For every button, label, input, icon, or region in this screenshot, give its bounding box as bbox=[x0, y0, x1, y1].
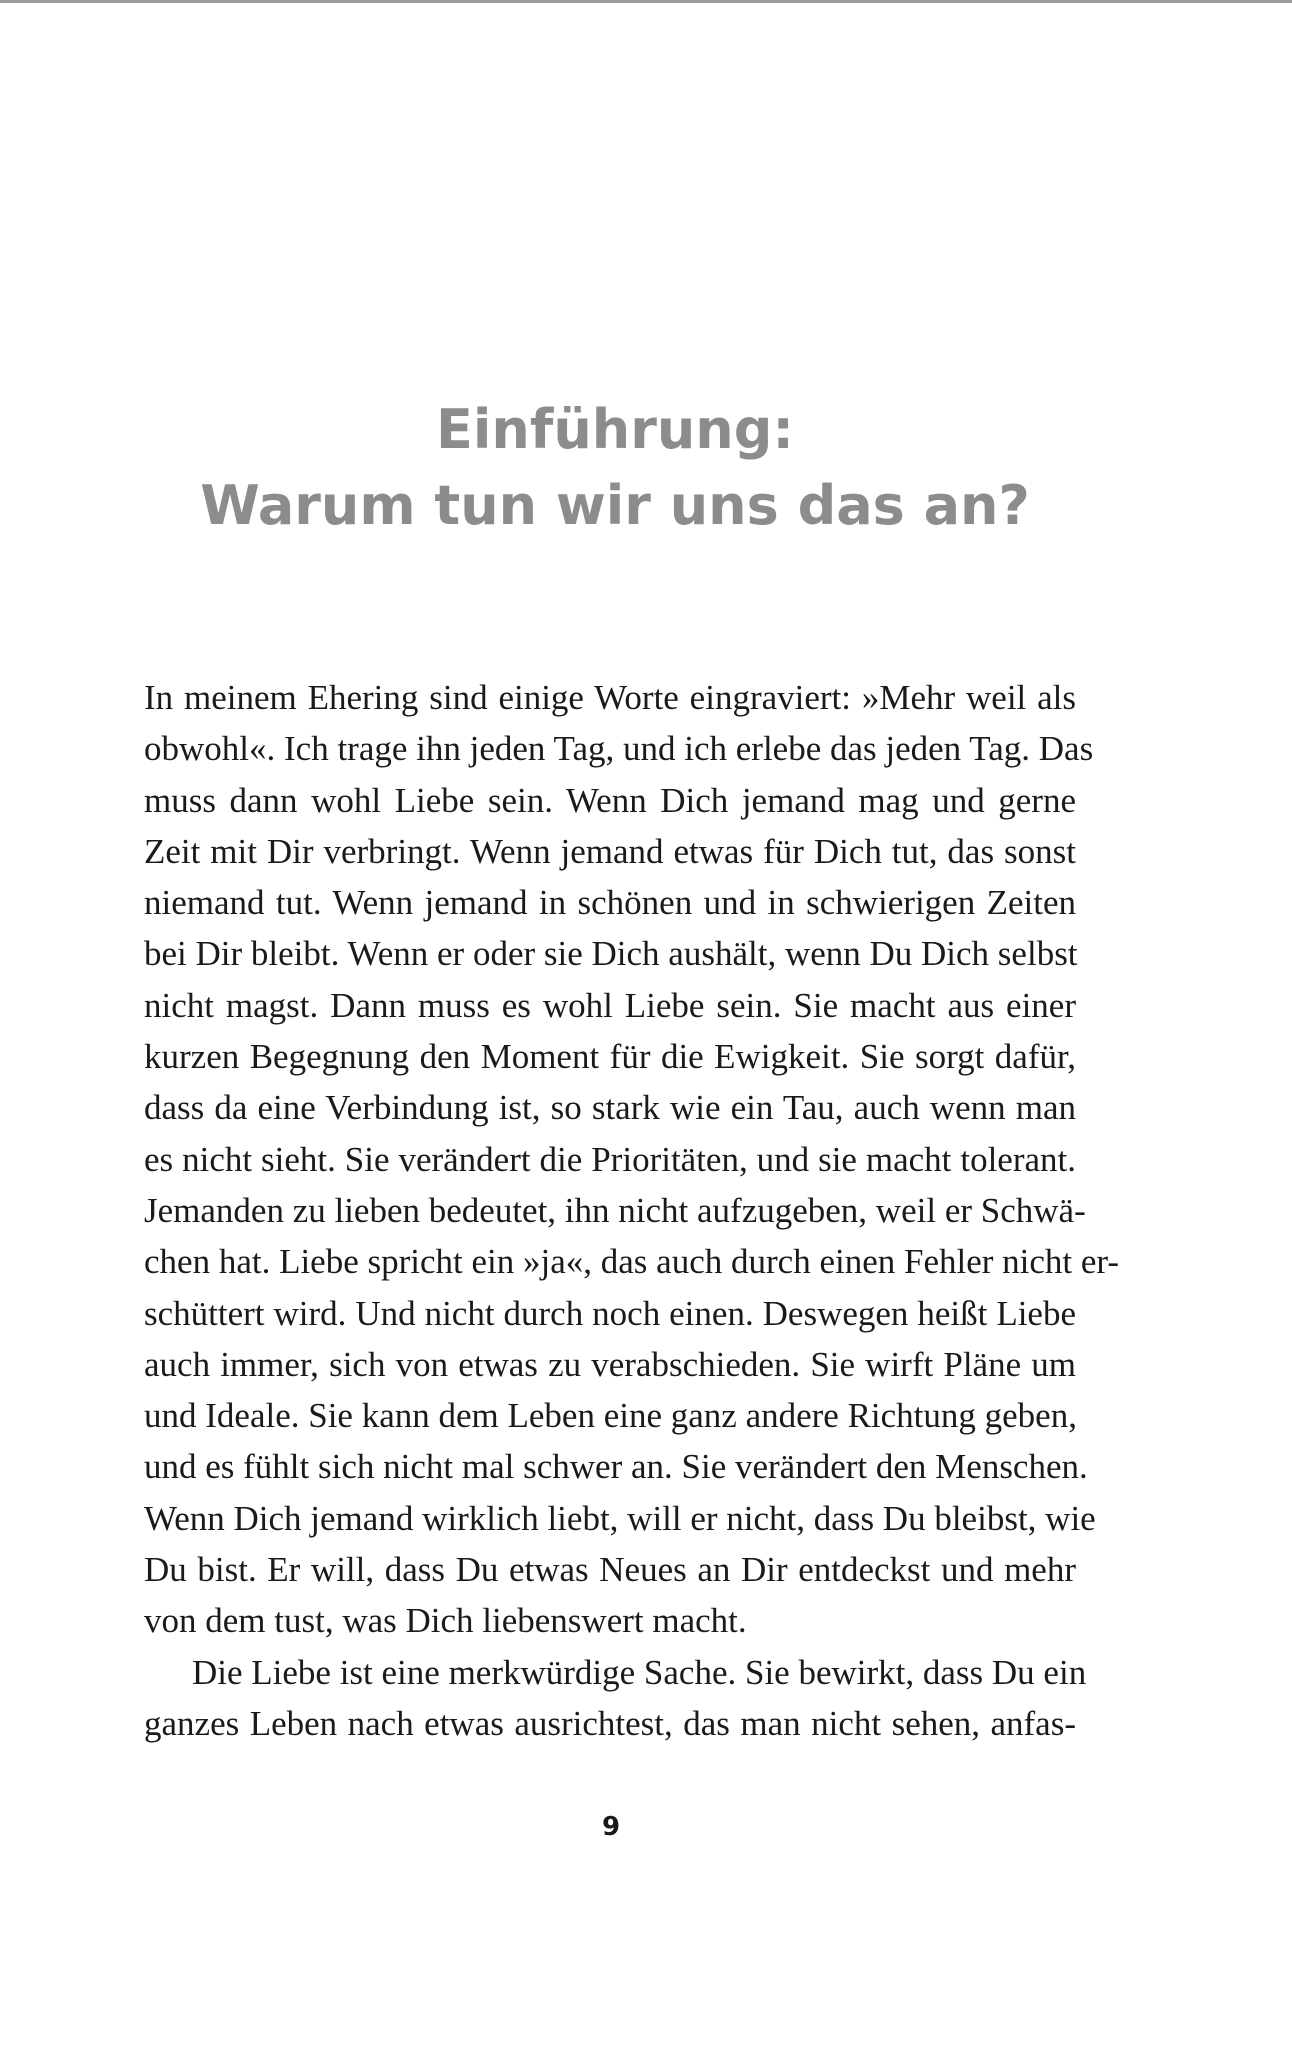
text-line: schüttert wird. Und nicht durch noch einen. Deswegen heißt Liebe bbox=[144, 1293, 1076, 1333]
text-line: dass da eine Verbindung ist, so stark wie ein Tau, auch wenn man bbox=[144, 1088, 1076, 1128]
body-text bbox=[144, 672, 1120, 1749]
top-rule bbox=[0, 0, 1292, 3]
text-line: Die Liebe ist eine merkwürdige Sache. Sie bewirkt, dass Du ein bbox=[192, 1652, 1087, 1692]
text-line: muss dann wohl Liebe sein. Wenn Dich jemand mag und gerne bbox=[144, 780, 1076, 820]
text-line: Zeit mit Dir verbringt. Wenn jemand etwas für Dich tut, das sonst bbox=[144, 831, 1076, 871]
paragraph-2 bbox=[144, 1647, 1087, 1750]
text-line: ganzes Leben nach etwas ausrichtest, das man nicht sehen, anfas- bbox=[144, 1703, 1076, 1743]
text-line: kurzen Begegnung den Moment für die Ewigkeit. Sie sorgt dafür, bbox=[144, 1037, 1076, 1077]
chapter-title-line-1: Einführung: bbox=[436, 398, 794, 461]
text-line: Wenn Dich jemand wirklich liebt, will er nicht, dass Du bleibst, wie bbox=[144, 1498, 1096, 1538]
chapter-title bbox=[0, 392, 1230, 544]
page-number: 9 bbox=[601, 1812, 621, 1842]
text-line: nicht magst. Dann muss es wohl Liebe sein. Sie macht aus einer bbox=[144, 985, 1076, 1025]
text-line: chen hat. Liebe spricht ein »ja«, das auch durch einen Fehler nicht er- bbox=[144, 1242, 1120, 1282]
text-line: und Ideale. Sie kann dem Leben eine ganz andere Richtung geben, bbox=[144, 1396, 1077, 1436]
text-line: und es fühlt sich nicht mal schwer an. Sie verändert den Menschen. bbox=[144, 1447, 1088, 1487]
text-line: obwohl«. Ich trage ihn jeden Tag, und ich erlebe das jeden Tag. Das bbox=[144, 729, 1094, 769]
text-line: In meinem Ehering sind einige Worte eingraviert: »Mehr weil als bbox=[144, 678, 1076, 717]
text-line: von dem tust, was Dich liebenswert macht. bbox=[144, 1601, 747, 1641]
text-line: auch immer, sich von etwas zu verabschieden. Sie wirft Pläne um bbox=[144, 1344, 1076, 1384]
text-line: niemand tut. Wenn jemand in schönen und in schwierigen Zeiten bbox=[144, 883, 1076, 923]
chapter-title-line-2: Warum tun wir uns das an? bbox=[200, 474, 1030, 537]
paragraph-1 bbox=[144, 672, 1120, 1647]
text-line: es nicht sieht. Sie verändert die Prioritäten, und sie macht tolerant. bbox=[144, 1139, 1076, 1179]
text-line: bei Dir bleibt. Wenn er oder sie Dich aushält, wenn Du Dich selbst bbox=[144, 934, 1078, 974]
text-line: Jemanden zu lieben bedeutet, ihn nicht aufzugeben, weil er Schwä- bbox=[144, 1190, 1086, 1230]
text-line: Du bist. Er will, dass Du etwas Neues an Dir entdeckst und mehr bbox=[144, 1550, 1076, 1590]
